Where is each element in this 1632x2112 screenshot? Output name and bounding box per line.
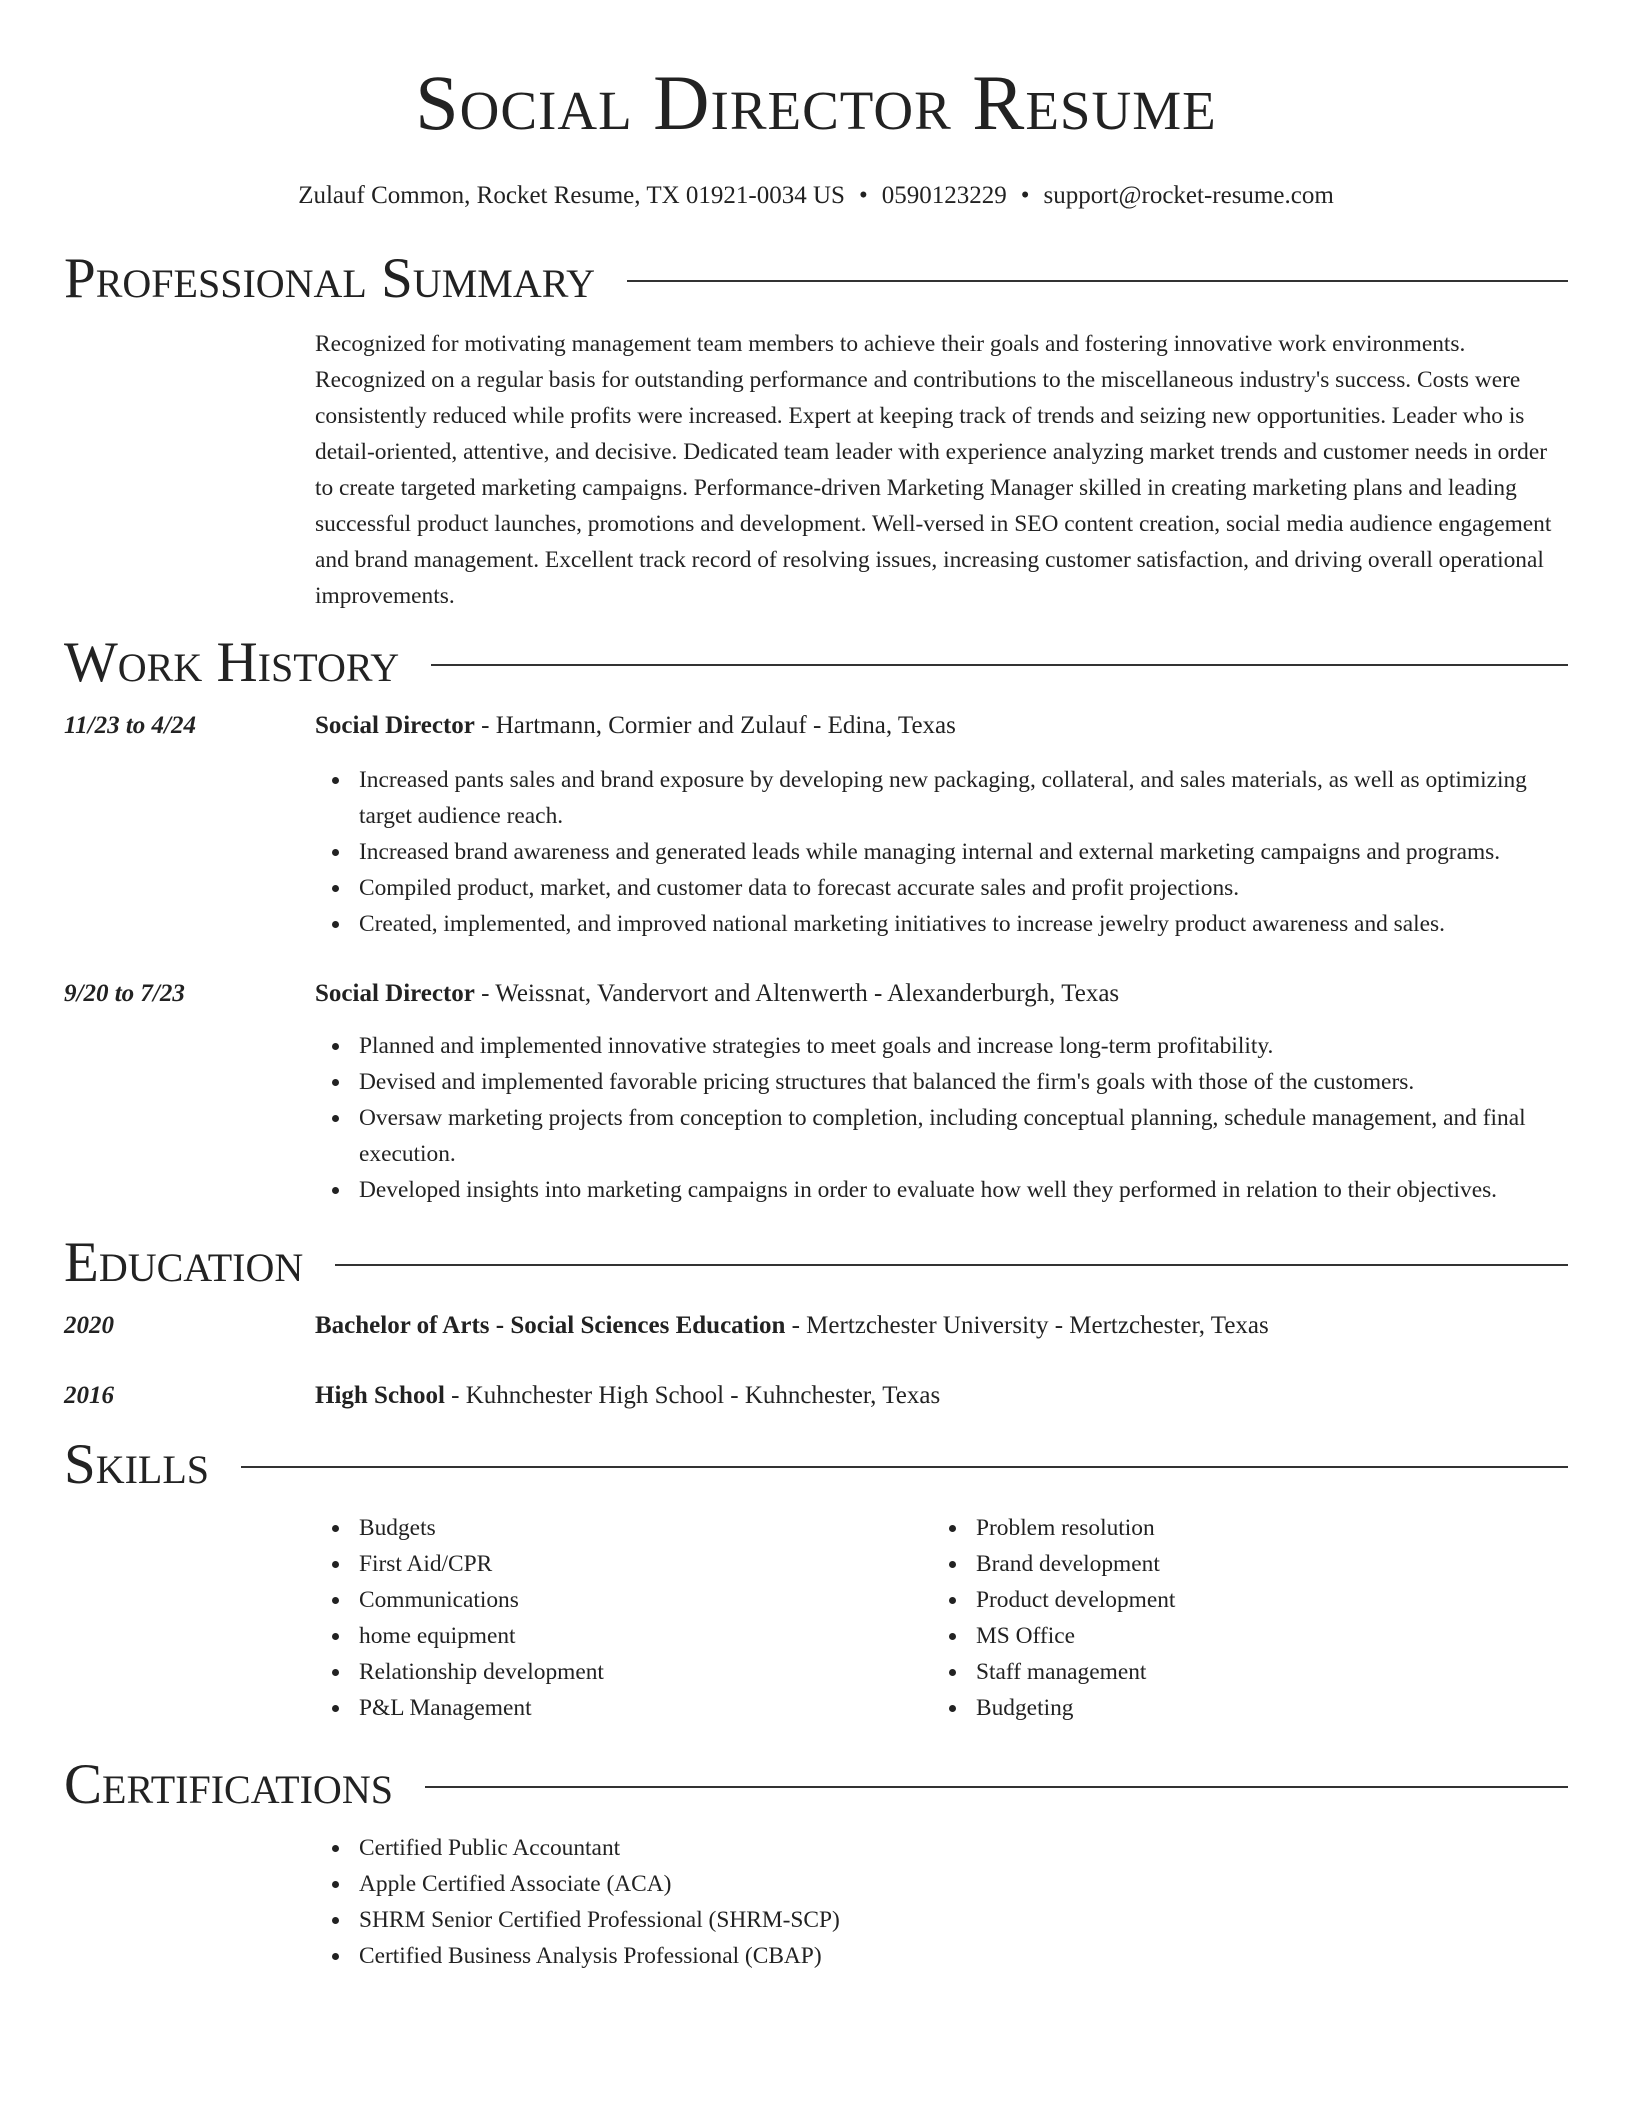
- job-entry: [64, 976, 1568, 1208]
- job-employer: - Weissnat, Vandervort and Altenwerth - Alexanderburgh, Texas: [474, 980, 1120, 1007]
- section-title: Education: [64, 1231, 304, 1294]
- skill-item: P&L Management: [359, 1690, 932, 1726]
- certification-item: SHRM Senior Certified Professional (SHRM-SCP): [359, 1902, 1568, 1938]
- list-item: Increased brand awareness and generated leads while managing internal and external marketing campaigns and programs.: [359, 834, 1568, 870]
- education-entry: [64, 1378, 1568, 1414]
- list-item: Planned and implemented innovative strategies to meet goals and increase long-term profitability.: [359, 1028, 1568, 1064]
- job-bullets: [315, 762, 1568, 942]
- resume-title: Social Director Resume: [415, 59, 1217, 146]
- contact-separator: •: [858, 182, 868, 209]
- contact-separator: •: [1020, 182, 1030, 209]
- certification-item: Apple Certified Associate (ACA): [359, 1866, 1568, 1902]
- contact-phone: 0590123229: [881, 182, 1007, 209]
- list-item: Oversaw marketing projects from conception to completion, including conceptual planning, schedule management, and final execution.: [359, 1100, 1568, 1172]
- education-heading: [315, 1378, 1568, 1414]
- section-divider: [425, 1786, 1568, 1788]
- list-item: Developed insights into marketing campaigns in order to evaluate how well they performed in relation to their objectives.: [359, 1172, 1568, 1208]
- contact-email: support@rocket-resume.com: [1043, 182, 1334, 209]
- skill-item: Problem resolution: [976, 1510, 1549, 1546]
- education-year: 2020: [64, 1312, 114, 1339]
- skills-list-right: [932, 1510, 1549, 1726]
- job-title: Social Director: [315, 980, 475, 1007]
- education-heading: [315, 1308, 1568, 1344]
- contact-address: Zulauf Common, Rocket Resume, TX 01921-0034 US: [298, 182, 845, 209]
- list-item: Compiled product, market, and customer data to forecast accurate sales and profit projections.: [359, 870, 1568, 906]
- job-heading: [315, 708, 1568, 744]
- skill-item: Product development: [976, 1582, 1549, 1618]
- section-title: Certifications: [64, 1753, 393, 1816]
- skills-columns: [315, 1510, 1568, 1726]
- certifications-list: [315, 1830, 1568, 1974]
- summary-text: Recognized for motivating management team members to achieve their goals and fostering innovative work environments. Recognized on a regular basis for outstanding performance and contributions to the miscellaneous industry's success. Costs were consistently reduced while profits were increased. Expert at keeping track of trends and seizing new opportunities. Leader who is detail-oriented, attentive, and decisive. Dedicated team leader with experience analyzing market trends and customer needs in order to create targeted marketing campaigns. Performance-driven Marketing Manager skilled in creating marketing plans and leading successful product launches, promotions and development. Well-versed in SEO content creation, social media audience engagement and brand management. Excellent track record of resolving issues, increasing customer satisfaction, and driving overall operational improvements.: [315, 331, 1552, 609]
- section-divider: [431, 664, 1568, 666]
- section-title: Professional Summary: [64, 247, 596, 310]
- education-degree: Bachelor of Arts - Social Sciences Education: [315, 1312, 786, 1339]
- job-title: Social Director: [315, 712, 475, 739]
- education-school: - Mertzchester University - Mertzchester, Texas: [785, 1312, 1269, 1339]
- section-title: Work History: [64, 631, 400, 694]
- skill-item: First Aid/CPR: [359, 1546, 932, 1582]
- section-title: Skills: [64, 1433, 210, 1496]
- skill-item: Communications: [359, 1582, 932, 1618]
- section-header-work-history: [64, 630, 1568, 696]
- list-item: Devised and implemented favorable pricing structures that balanced the firm's goals with those of the customers.: [359, 1064, 1568, 1100]
- section-header-certifications: [64, 1752, 1568, 1818]
- list-item: Increased pants sales and brand exposure by developing new packaging, collateral, and sales materials, as well as optimizing target audience reach.: [359, 762, 1568, 834]
- section-header-summary: [64, 246, 1568, 312]
- skill-item: Relationship development: [359, 1654, 932, 1690]
- job-bullets: [315, 1028, 1568, 1208]
- certification-item: Certified Business Analysis Professional (CBAP): [359, 1938, 1568, 1974]
- job-entry: [64, 708, 1568, 942]
- skill-item: Budgets: [359, 1510, 932, 1546]
- education-degree: High School: [315, 1382, 445, 1409]
- education-school: - Kuhnchester High School - Kuhnchester, Texas: [444, 1382, 941, 1409]
- job-dates: 9/20 to 7/23: [64, 980, 185, 1007]
- job-heading: [315, 976, 1568, 1012]
- education-year: 2016: [64, 1382, 114, 1409]
- skill-item: Brand development: [976, 1546, 1549, 1582]
- job-dates: 11/23 to 4/24: [64, 712, 196, 739]
- skills-row: [64, 1510, 1568, 1726]
- section-header-education: [64, 1230, 1568, 1296]
- section-divider: [627, 280, 1568, 282]
- section-divider: [241, 1466, 1568, 1468]
- education-entry: [64, 1308, 1568, 1344]
- skill-item: Budgeting: [976, 1690, 1549, 1726]
- list-item: Created, implemented, and improved national marketing initiatives to increase jewelry product awareness and sales.: [359, 906, 1568, 942]
- job-employer: - Hartmann, Cormier and Zulauf - Edina, Texas: [474, 712, 956, 739]
- section-divider: [335, 1264, 1568, 1266]
- summary-row: [64, 326, 1568, 614]
- certification-item: Certified Public Accountant: [359, 1830, 1568, 1866]
- contact-line: [64, 180, 1568, 212]
- skill-item: MS Office: [976, 1618, 1549, 1654]
- section-header-skills: [64, 1432, 1568, 1498]
- skill-item: Staff management: [976, 1654, 1549, 1690]
- skills-list-left: [315, 1510, 932, 1726]
- skill-item: home equipment: [359, 1618, 932, 1654]
- certifications-row: [64, 1830, 1568, 1974]
